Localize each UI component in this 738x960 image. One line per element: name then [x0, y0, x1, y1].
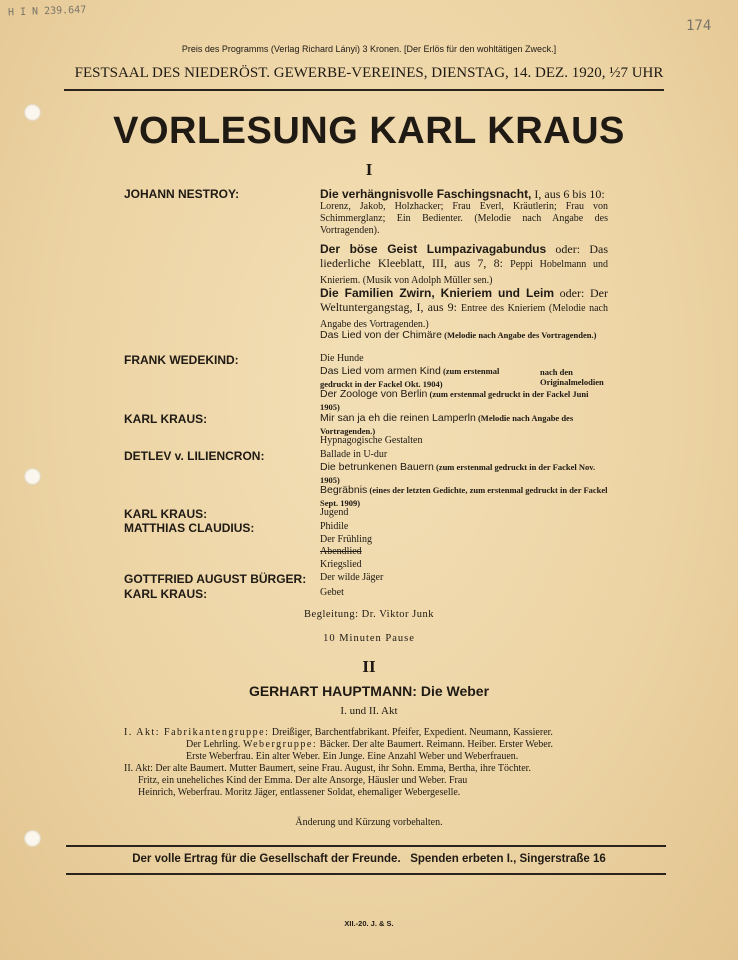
- act-two-line-1: II. Akt: Der alte Baumert. Mutter Baumert, seine Frau. August, ihr Sohn. Emma, Bertha, ihre Töchter.: [124, 763, 531, 774]
- part-one-numeral: I: [365, 160, 373, 179]
- author-liliencron: DETLEV v. LILIENCRON:: [124, 449, 265, 463]
- buerger-work: Der wilde Jäger: [320, 572, 384, 583]
- wedekind-work-2: Das Lied vom armen Kind (zum erstenmal gedruckt in der Fackel Okt. 1904): [320, 365, 500, 389]
- page-title: VORLESUNG KARL KRAUS: [113, 110, 625, 152]
- wedekind-melody-note: nach den Originalmelodien: [540, 367, 604, 387]
- author-kraus-3: KARL KRAUS:: [124, 587, 208, 601]
- archive-number: H I N 239.647: [7, 4, 87, 19]
- act-one-line-1: I. Akt: Fabrikantengruppe: Dreißiger, Barchentfabrikant. Pfeifer, Expedient. Neumann, Kassierer.: [124, 727, 553, 738]
- nestroy-work-3: Die Familien Zwirn, Knieriem und Leim oder: Der Weltuntergangstag, I, aus 9: Entree des Knieriem (Melodie nach Angabe des Vortragenden.): [320, 286, 608, 330]
- venue-line: FESTSAAL DES NIEDERÖST. GEWERBE-VEREINES, DIENSTAG, 14. DEZ. 1920, ½7 UHR: [74, 65, 664, 81]
- act-one-line-3: Erste Weberfrau. Ein alter Weber. Ein Junge. Eine Anzahl Weber und Weberfrauen.: [186, 751, 519, 762]
- act-two-line-3: Heinrich, Weberfrau. Moritz Jäger, entlassener Soldat, ehemaliger Webergeselle.: [138, 787, 461, 798]
- price-line: Preis des Programms (Verlag Richard Lányi) 3 Kronen. [Der Erlös für den wohltätigen Zweck.]: [181, 44, 557, 54]
- author-buerger: GOTTFRIED AUGUST BÜRGER:: [124, 572, 307, 586]
- liliencron-work-1: Ballade in U-dur: [320, 449, 388, 460]
- accompaniment: Begleitung: Dr. Viktor Junk: [304, 609, 434, 620]
- wedekind-work-3: Der Zoologe von Berlin (zum erstenmal gedruckt in der Fackel Juni 1905): [320, 388, 589, 412]
- author-kraus-2: KARL KRAUS:: [124, 507, 208, 521]
- intermission: 10 Minuten Pause: [323, 633, 415, 644]
- liliencron-work-2: Die betrunkenen Bauern (zum erstenmal gedruckt in der Fackel Nov. 1905): [320, 461, 596, 485]
- part-two-acts: I. und II. Akt: [340, 705, 398, 717]
- proceeds-line: Der volle Ertrag für die Gesellschaft der Freunde. Spenden erbeten I., Singerstraße 16: [132, 853, 606, 865]
- part-two-numeral: II: [362, 657, 376, 676]
- claudius-work-kriegslied: Kriegslied: [320, 559, 362, 570]
- page-number: 174: [686, 18, 712, 34]
- nestroy-work-4: Das Lied von der Chimäre (Melodie nach Angabe des Vortragenden.): [320, 329, 597, 341]
- printer-mark: XII.-20. J. & S.: [344, 919, 394, 928]
- act-one-line-2: Der Lehrling. Webergruppe: Bäcker. Der alte Baumert. Reimann. Heiber. Erster Weber.: [186, 739, 554, 750]
- kraus-work-lamperln: Mir san ja eh die reinen Lamperln (Melodie nach Angabe des Vortragenden.): [320, 412, 574, 436]
- nestroy-work-1: Die verhängnisvolle Faschingsnacht, I, aus 6 bis 10: Lorenz, Jakob, Holzhacker; Frau Everl, Kräutlerin; Frau von Schimmerglanz; Ein Bedienter. (Melodie nach Angabe des Vortragenden).: [320, 187, 608, 236]
- act-two-line-2: Fritz, ein uneheliches Kind der Emma. Der alte Ansorge, Häusler und Weber. Frau: [138, 775, 468, 786]
- kraus-work-gebet: Gebet: [320, 587, 344, 598]
- claudius-work-abendlied: Abendlied: [320, 546, 362, 557]
- nestroy-work-2: Der böse Geist Lumpazivagabundus oder: Das liederliche Kleeblatt, III, aus 7, 8: Peppi Hobelmann und Knieriem. (Musik von Adolph Müller sen.): [320, 242, 608, 286]
- author-claudius: MATTHIAS CLAUDIUS:: [124, 521, 255, 535]
- footer-rule-bottom: [66, 873, 666, 875]
- kraus-work-jugend: Jugend: [320, 507, 349, 518]
- author-nestroy: JOHANN NESTROY:: [124, 187, 240, 201]
- punch-hole-middle: [24, 468, 41, 485]
- cast-list: [124, 727, 610, 799]
- kraus-work-hypnagogische: Hypnagogische Gestalten: [320, 435, 423, 446]
- claudius-work-phidile: Phidile: [320, 521, 349, 532]
- part-two-work: GERHART HAUPTMANN: Die Weber: [248, 683, 490, 699]
- punch-hole-bottom: [24, 830, 41, 847]
- claudius-work-fruehling: Der Frühling: [320, 534, 372, 545]
- footer-rule-top: [66, 845, 666, 847]
- changes-note: Änderung und Kürzung vorbehalten.: [295, 817, 443, 828]
- header-rule: [64, 89, 664, 91]
- author-kraus-1: KARL KRAUS:: [124, 412, 208, 426]
- author-wedekind: FRANK WEDEKIND:: [124, 353, 239, 367]
- wedekind-work-1: Die Hunde: [320, 353, 364, 364]
- liliencron-work-3: Begräbnis (eines der letzten Gedichte, zum erstenmal gedruckt in der Fackel Sept. 1909): [320, 484, 608, 508]
